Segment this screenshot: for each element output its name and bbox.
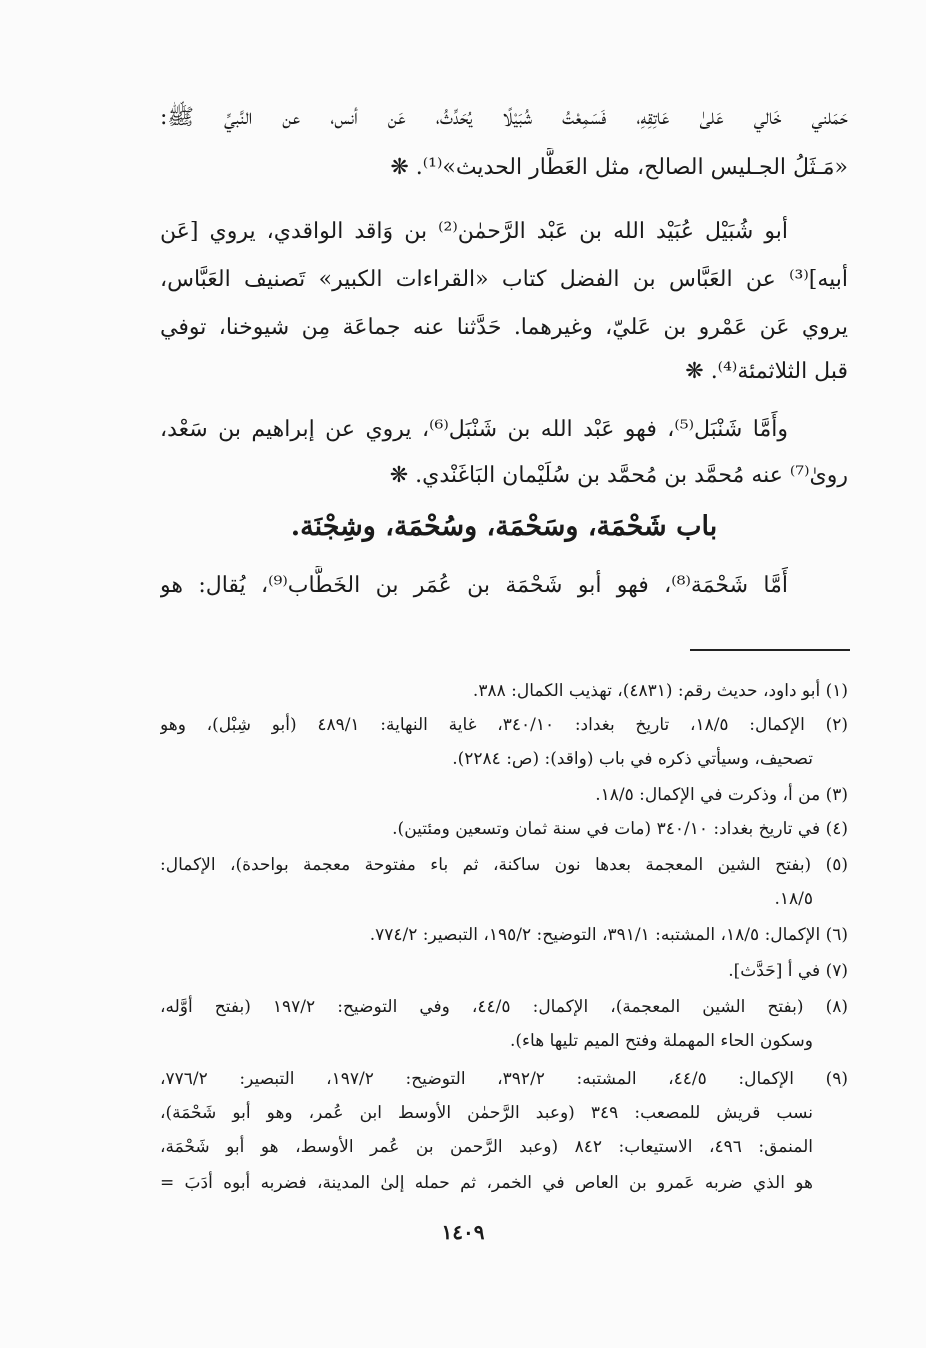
- section-heading: باب شَحْمَة، وسَحْمَة، وسُحْمَة، وشِجْنَة.: [290, 511, 718, 542]
- footnote-8-cont: وسكون الحاء المهملة وفتح الميم تليها هاء).: [509, 1031, 813, 1051]
- footnote-5-cont: ١٨/٥.: [774, 889, 813, 909]
- footnote-2: (٢) الإكمال: ١٨/٥، تاريخ بغداد: ٣٤٠/١٠، غاية النهاية: ٤٨٩/١ (أبو شِبْل)، وهو: [160, 715, 848, 735]
- body-line-6: قبل الثلاثمئة⁽⁴⁾. ❋: [685, 359, 848, 384]
- footnote-9-cont-1: نسب قريش للمصعب: ٣٤٩ (وعبد الرَّحمٰن الأوسط ابن عُمر، وهو أبو شَحْمَة)،: [160, 1103, 813, 1123]
- footnote-9-cont-3: هو الذي ضربه عَمرو بن العاص في الخمر، ثم حمله إلىٰ المدينة، فضربه أبوه أدَبَ =: [160, 1173, 813, 1193]
- body-line-9: أَمَّا شَحْمَة⁽⁸⁾، فهو أبو شَحْمَة بن عُمَر بن الخَطَّاب⁽⁹⁾، يُقال: هو: [160, 573, 788, 598]
- footnote-4: (٤) في تاريخ بغداد: ٣٤٠/١٠ (مات في سنة ثمان وتسعين ومئتين).: [392, 819, 848, 839]
- footnote-2-cont: تصحيف، وسيأتي ذكره في باب (واقد): (ص: ٢٢٨٤).: [452, 749, 813, 769]
- body-line-1: حَمَلني خَالي عَلىٰ عَاتِقِهِ، فَسَمِعْتُ شُبَيْلًا يُحَدِّثُ، عَن أنس، عن النَّبيِّ ﷺ:: [160, 105, 848, 130]
- body-line-4: أبيه]⁽³⁾ عن العَبَّاس بن الفضل كتاب «القراءات الكبير» تَصنيف العَبَّاس،: [160, 267, 848, 292]
- body-line-5: يروي عَن عَمْرو بن عَليّ، وغيرهما. حَدَّثنا عنه جماعَة مِن شيوخنا، توفي: [160, 315, 848, 340]
- footnote-7: (٧) في أ [حَدَّث].: [728, 961, 848, 981]
- footnote-separator: [690, 649, 850, 651]
- body-line-2: «مَـثَلُ الجـليس الصالح، مثل العَطَّار الحديث»⁽¹⁾. ❋: [390, 155, 848, 180]
- footnote-5: (٥) (بفتح الشين المعجمة بعدها نون ساكنة، ثم باء مفتوحة معجمة بواحدة)، الإكمال:: [160, 855, 848, 875]
- footnote-9: (٩) الإكمال: ٤٤/٥، المشتبه: ٣٩٢/٢، التوضيح: ١٩٧/٢، التبصير: ٧٧٦/٢،: [160, 1069, 848, 1089]
- body-line-8: روىٰ⁽⁷⁾ عنه مُحمَّد بن مُحمَّد بن سُلَيْمان البَاغَنْدي. ❋: [389, 463, 848, 488]
- footnote-6: (٦) الإكمال: ١٨/٥، المشتبه: ٣٩١/١، التوضيح: ١٩٥/٢، التبصير: ٧٧٤/٢.: [369, 925, 848, 945]
- body-line-7: وأَمَّا شَنْبَل⁽⁵⁾، فهو عَبْد الله بن شَنْبَل⁽⁶⁾، يروي عن إبراهيم بن سَعْد،: [160, 417, 788, 442]
- footnote-8: (٨) (بفتح الشين المعجمة)، الإكمال: ٤٤/٥، وفي التوضيح: ١٩٧/٢ (بفتح أوَّله،: [160, 997, 848, 1017]
- footnote-9-cont-2: المنمق: ٤٩٦، الاستيعاب: ٨٤٢ (وعبد الرَّحمن بن عُمر الأوسط، هو أبو شَحْمَة،: [160, 1137, 813, 1157]
- footnote-3: (٣) من أ، وذكرت في الإكمال: ١٨/٥.: [595, 785, 848, 805]
- body-line-3: أبو شُبَيْل عُبَيْد الله بن عَبْد الرَّحمٰن⁽²⁾ بن وَاقد الواقدي، يروي [عَن: [160, 219, 788, 244]
- footnote-1: (١) أبو داود، حديث رقم: (٤٨٣١)، تهذيب الكمال: ٣٨٨.: [472, 681, 848, 701]
- page-number: ١٤٠٩: [441, 1220, 485, 1244]
